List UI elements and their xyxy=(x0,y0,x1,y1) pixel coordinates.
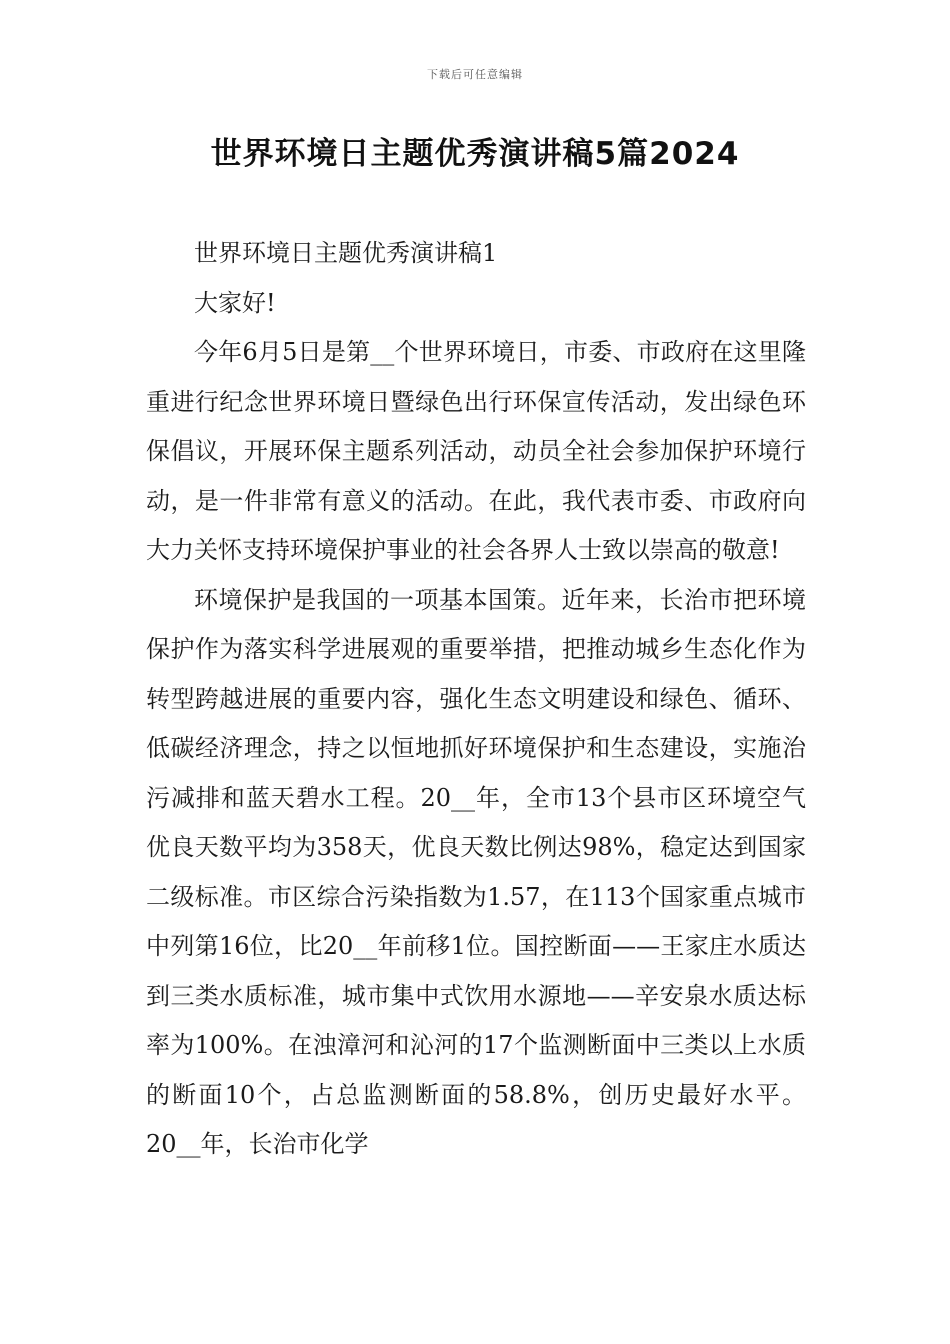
paragraph-1: 今年6月5日是第__个世界环境日，市委、市政府在这里隆重进行纪念世界环境日暨绿色出行环保宣传活动，发出绿色环保倡议，开展环保主题系列活动，动员全社会参加保护环境行动，是一件非常有意义的活动。在此，我代表市委、市政府向大力关怀支持环境保护事业的社会各界人士致以崇高的敬意! xyxy=(146,338,806,564)
section-heading: 世界环境日主题优秀演讲稿1 xyxy=(194,239,498,267)
header-note: 下载后可任意编辑 xyxy=(427,68,523,81)
paragraph-2: 环境保护是我国的一项基本国策。近年来，长治市把环境保护作为落实科学进展观的重要举措，把推动城乡生态化作为转型跨越进展的重要内容，强化生态文明建设和绿色、循环、低碳经济理念，持之以恒地抓好环境保护和生态建设，实施治污减排和蓝天碧水工程。20__年，全市13个县市区环境空气优良天数平均为358天，优良天数比例达98%，稳定达到国家二级标准。市区综合污染指数为1.57，在113个国家重点城市中列第16位，比20__年前移1位。国控断面——王家庄水质达到三类水质标准，城市集中式饮用水源地——辛安泉水质达标率为100%。在浊漳河和沁河的17个监测断面中三类以上水质的断面10个，占总监测断面的58.8%，创历史最好水平。20__年，长治市化学 xyxy=(146,585,806,1158)
document-title: 世界环境日主题优秀演讲稿5篇2024 xyxy=(210,136,740,172)
document-body xyxy=(146,229,806,1170)
greeting: 大家好! xyxy=(194,288,276,317)
